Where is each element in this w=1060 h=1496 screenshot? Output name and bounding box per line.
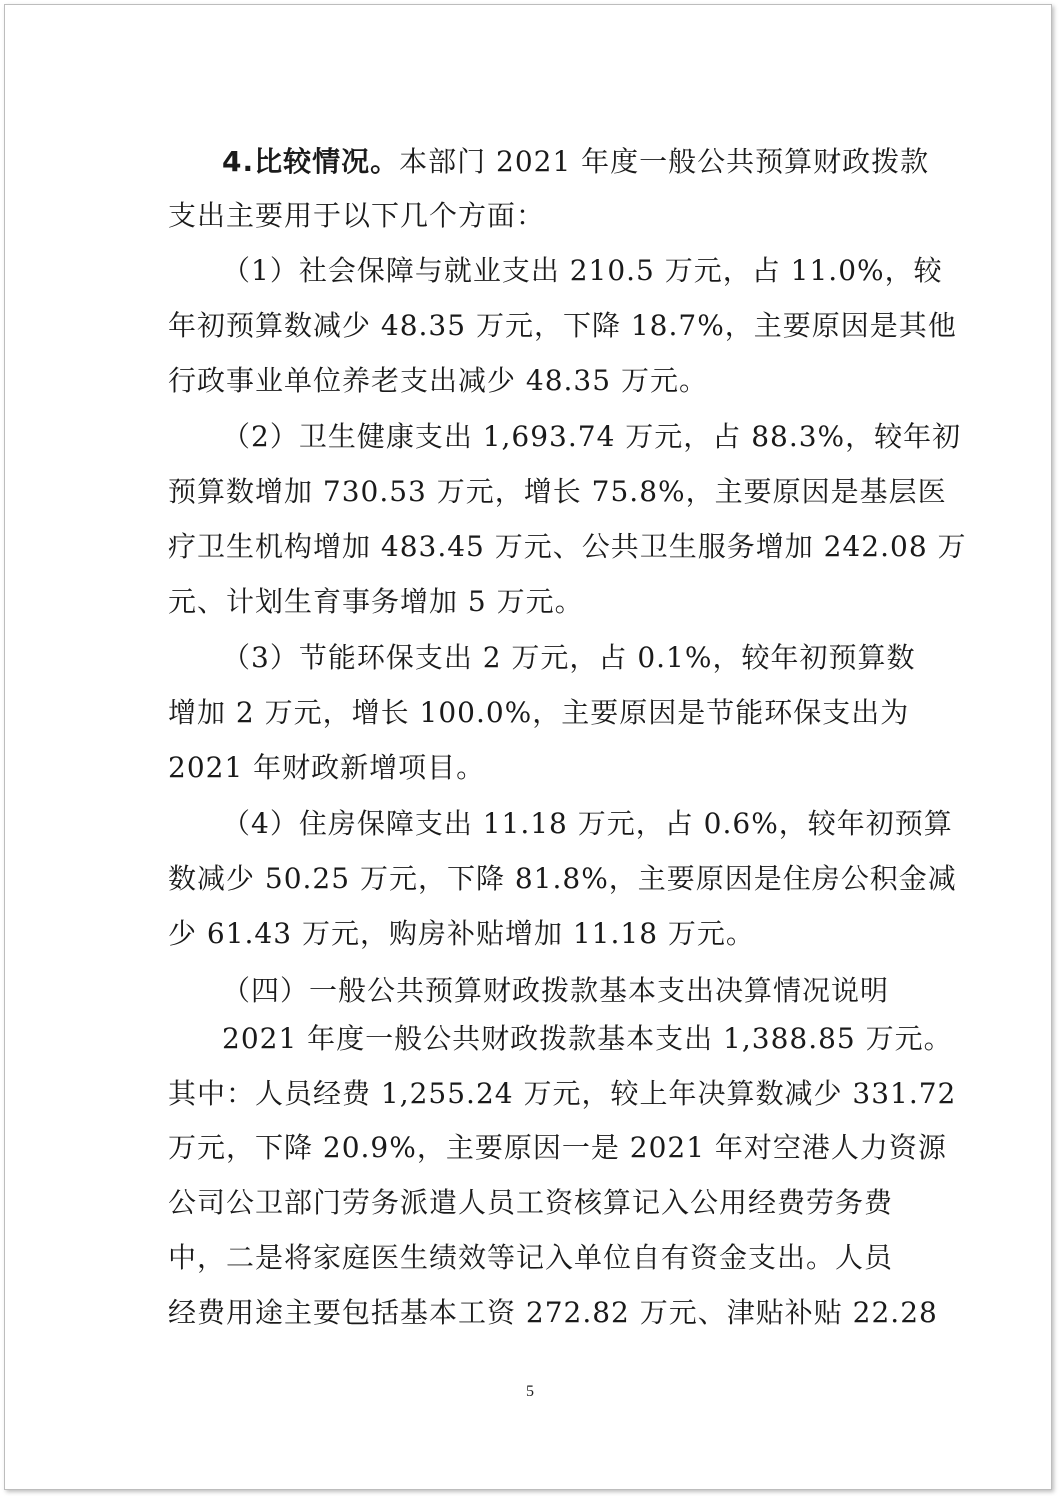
section-lead: 4.比较情况。 (222, 145, 400, 178)
paragraph-line: （4）住房保障支出 11.18 万元，占 0.6%，较年初预算 (222, 807, 953, 840)
paragraph-line: （2）卫生健康支出 1,693.74 万元，占 88.3%，较年初 (222, 420, 962, 453)
paragraph-line: 2021 年财政新增项目。 (168, 751, 486, 784)
paragraph-line: 经费用途主要包括基本工资 272.82 万元、津贴补贴 22.28 (168, 1296, 938, 1329)
paragraph-line: 行政事业单位养老支出减少 48.35 万元。 (168, 364, 708, 397)
paragraph-line: 数减少 50.25 万元，下降 81.8%，主要原因是住房公积金减 (168, 862, 957, 895)
paragraph-line: 公司公卫部门劳务派遣人员工资核算记入公用经费劳务费 (168, 1186, 894, 1219)
paragraph-line: 2021 年度一般公共财政拨款基本支出 1,388.85 万元。 (222, 1022, 953, 1055)
paragraph-line: （3）节能环保支出 2 万元，占 0.1%，较年初预算数 (222, 641, 916, 674)
section-heading: （四）一般公共预算财政拨款基本支出决算情况说明 (222, 974, 890, 1007)
paragraph-line: 支出主要用于以下几个方面： (168, 199, 546, 232)
paragraph-line: （1）社会保障与就业支出 210.5 万元，占 11.0%，较 (222, 254, 943, 287)
paragraph-line: 疗卫生机构增加 483.45 万元、公共卫生服务增加 242.08 万 (168, 530, 967, 563)
paragraph-line: 4.比较情况。本部门 2021 年度一般公共预算财政拨款 (222, 145, 930, 178)
paragraph-line: 万元，下降 20.9%，主要原因一是 2021 年对空港人力资源 (168, 1131, 947, 1164)
paragraph-line: 预算数增加 730.53 万元，增长 75.8%，主要原因是基层医 (168, 475, 947, 508)
paragraph-line: 年初预算数减少 48.35 万元，下降 18.7%，主要原因是其他 (168, 309, 957, 342)
paragraph-line: 增加 2 万元，增长 100.0%，主要原因是节能环保支出为 (168, 696, 910, 729)
paragraph-line: 元、计划生育事务增加 5 万元。 (168, 585, 584, 618)
paragraph-line: 中，二是将家庭医生绩效等记入单位自有资金支出。人员 (168, 1241, 894, 1274)
paragraph-line: 其中：人员经费 1,255.24 万元，较上年决算数减少 331.72 (168, 1077, 957, 1110)
page-number: 5 (526, 1383, 534, 1400)
paragraph-line: 少 61.43 万元，购房补贴增加 11.18 万元。 (168, 917, 755, 950)
